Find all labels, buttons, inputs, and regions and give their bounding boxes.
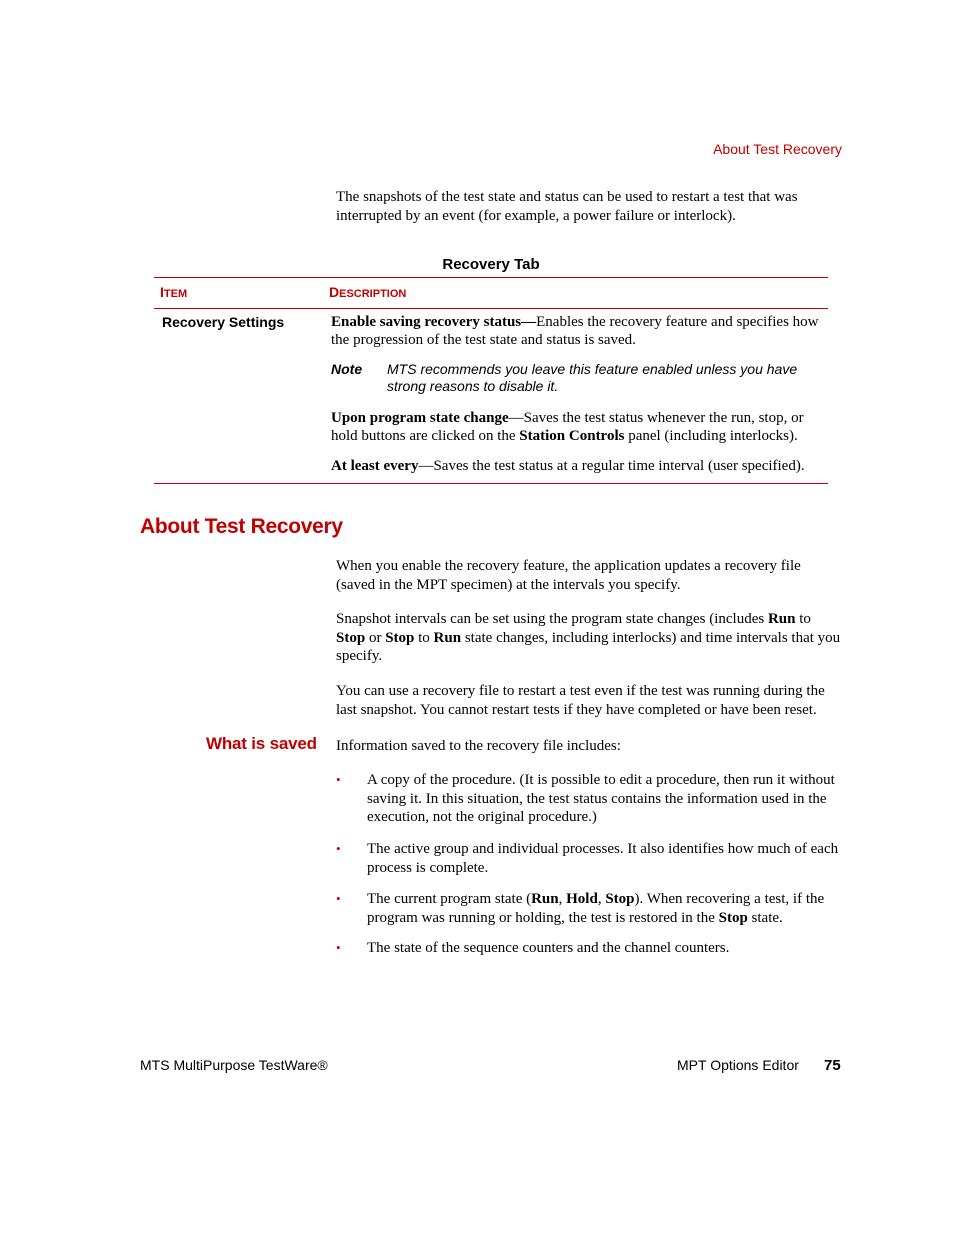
paragraph-recovery-feature: When you enable the recovery feature, the application updates a recovery file (saved in the MPT specimen) at the intervals you specify. (336, 558, 801, 593)
snapshot-text-3: or (365, 629, 386, 646)
table-header-item-rest: TEM (163, 288, 188, 300)
enable-saving-term: Enable saving recovery status— (331, 314, 537, 330)
snapshot-run-1: Run (767, 611, 796, 627)
list-item-text: The state of the sequence counters and the channel counters. (367, 940, 730, 956)
snapshot-text-2: to (795, 611, 811, 627)
station-controls-term: Station Controls (519, 427, 625, 444)
paragraph-information-saved: Information saved to the recovery file includes: (336, 738, 621, 754)
subheading-what-is-saved: What is saved (206, 734, 317, 753)
snapshot-run-2: Run (433, 629, 462, 646)
bullet-icon: • (336, 891, 341, 906)
enable-saving-desc: Enables the recovery feature and specifies how the progression of the test state and status is saved. (331, 314, 819, 348)
list-item (336, 939, 841, 958)
snapshot-text-4: to (414, 629, 434, 646)
list-item-text: A copy of the procedure. (It is possible to edit a procedure, then run it without saving it. In this situation, the test status contains the information used in the execution, not the original procedure.) (367, 772, 835, 825)
table-item-recovery-settings: Recovery Settings (162, 314, 285, 330)
at-least-every-desc: —Saves the test status at a regular time interval (user specified). (418, 458, 805, 474)
table-title: Recovery Tab (442, 256, 540, 273)
page-number: 75 (824, 1057, 841, 1074)
list-item (336, 890, 841, 927)
note-text: MTS recommends you leave this feature enabled unless you have strong reasons to disable it. (387, 361, 798, 394)
note-label: Note (331, 361, 363, 377)
table-top-rule (154, 277, 828, 278)
state-run: Run (531, 891, 559, 907)
list-item (336, 840, 841, 877)
state-hold: Hold (566, 891, 598, 907)
table-header-item-initial: I (160, 284, 164, 300)
table-header-rule (154, 308, 828, 309)
upon-state-change-desc-end: panel (including interlocks). (624, 427, 798, 444)
table-header-item (160, 284, 187, 300)
section-heading: About Test Recovery (140, 515, 343, 538)
list-item (336, 771, 841, 827)
state-stop: Stop (605, 891, 635, 907)
snapshot-stop-1: Stop (336, 629, 366, 646)
state-text-2: ). When recovering a test, if the program was running or holding, the test is restored in the (367, 891, 825, 926)
table-bottom-rule (154, 483, 828, 484)
table-row-upon-state-change (331, 410, 826, 445)
state-comma-1: , (558, 891, 567, 907)
table-row-enable-saving (331, 314, 821, 349)
state-stop-restored: Stop (718, 909, 748, 926)
snapshot-text-5: state changes, including interlocks) and time intervals that you specify. (336, 629, 841, 664)
footer-section-name: MPT Options Editor (677, 1057, 799, 1073)
table-header-description-initial: D (329, 284, 340, 300)
bullet-icon: • (336, 772, 341, 787)
upon-state-change-desc: —Saves the test status whenever the run, stop, or hold buttons are clicked on the (331, 410, 804, 444)
paragraph-snapshot-intervals (336, 610, 841, 666)
table-header-description-rest: ESCRIPTION (339, 288, 407, 300)
state-text-1: The current program state ( (367, 891, 532, 907)
state-comma-2: , (597, 891, 606, 907)
intro-paragraph: The snapshots of the test state and status can be used to restart a test that was interrupted by an event (for example, a power failure or interlock). (336, 189, 798, 224)
running-head: About Test Recovery (713, 141, 842, 157)
list-item-text (367, 890, 841, 927)
snapshot-text-1: Snapshot intervals can be set using the program state changes (includes (336, 611, 768, 627)
upon-state-change-term: Upon program state change (331, 410, 509, 426)
paragraph-restart-test: You can use a recovery file to restart a test even if the test was running during the last snapshot. You cannot restart tests if they have completed or have been reset. (336, 683, 825, 718)
list-item-text: The active group and individual processes. It also identifies how much of each process is complete. (367, 841, 839, 876)
snapshot-stop-2: Stop (385, 629, 415, 646)
bullet-icon: • (336, 841, 341, 856)
bullet-icon: • (336, 940, 341, 955)
table-header-description (329, 284, 406, 300)
at-least-every-term: At least every (331, 458, 419, 474)
state-text-3: state. (747, 909, 783, 926)
footer-product-name: MTS MultiPurpose TestWare® (140, 1057, 328, 1073)
table-row-at-least-every (331, 457, 826, 476)
